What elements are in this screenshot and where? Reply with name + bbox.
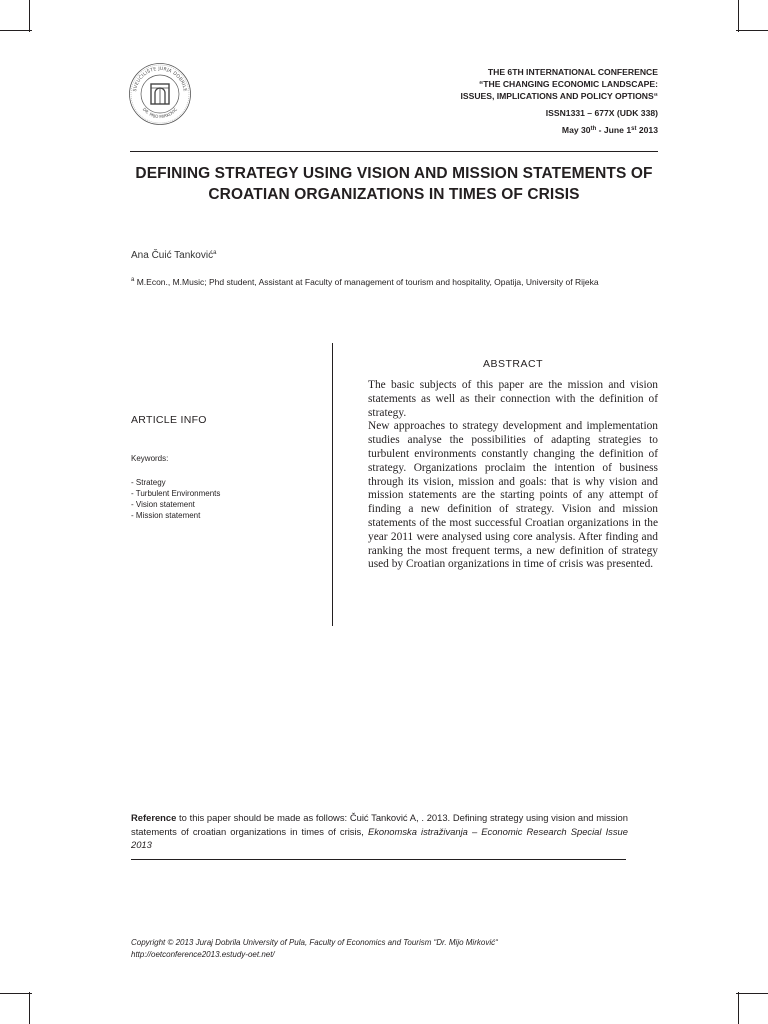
crop-mark <box>0 993 32 994</box>
conference-date: May 30th - June 1st 2013 <box>561 125 658 135</box>
seal-text-top: SVEUČILIŠTE JURJA DOBRILE <box>133 66 187 93</box>
journal-name: Ekonomska istraživanja – Economic Research Special Issue 2013 <box>131 825 628 850</box>
copyright-notice <box>131 937 651 961</box>
keyword-item: - Vision statement <box>131 500 195 509</box>
university-seal-logo <box>128 62 192 126</box>
issn: ISSN1331 – 677X (UDK 338) <box>545 108 658 118</box>
abstract-paragraph: The basic subjects of this paper are the mission and vision statements as well as their connection with the definition of strategy. <box>368 379 658 419</box>
column-divider <box>332 343 333 626</box>
crop-mark <box>738 0 739 32</box>
conference-url[interactable]: http://oetconference2013.estudy-oet.net/ <box>131 950 275 959</box>
crop-mark <box>738 992 739 1024</box>
author-name: Ana Čuić Tanković$^a$ <box>131 250 217 261</box>
copyright-line: Copyright © 2013 Juraj Dobrila University of Pula, Faculty of Economics and Tourism “Dr. Mijo Mirković“ <box>131 938 498 947</box>
abstract-heading: ABSTRACT <box>482 358 543 370</box>
crop-mark <box>736 993 768 994</box>
paper-title: DEFINING STRATEGY USING VISION AND MISSION STATEMENTS OF CROATIAN ORGANIZATIONS IN TIMES OF CRISIS <box>135 165 653 203</box>
author-affiliation: $^a$ M.Econ., M.Music; Phd student, Assistant at Faculty of management of tourism and hospitality, Opatija, University of Rijeka <box>131 277 599 287</box>
header-rule <box>130 151 658 152</box>
keyword-item: - Mission statement <box>131 511 201 520</box>
abstract-body <box>368 379 658 572</box>
keyword-item: - Turbulent Environments <box>131 489 221 498</box>
crop-mark <box>29 0 30 32</box>
crop-mark <box>736 30 768 31</box>
crop-mark <box>29 992 30 1024</box>
conference-title: THE 6TH INTERNATIONAL CONFERENCE <box>487 67 658 77</box>
article-info-heading: ARTICLE INFO <box>131 414 207 426</box>
crop-mark <box>0 30 32 31</box>
keywords-label: Keywords: <box>131 454 169 463</box>
reference-rule <box>131 859 626 860</box>
keyword-list <box>131 477 220 521</box>
seal-text-bottom: DR. MIJO MIRKOVIĆ <box>141 106 179 120</box>
conference-theme-line-1: “THE CHANGING ECONOMIC LANDSCAPE: <box>478 79 658 89</box>
reference-label: Reference <box>131 812 177 823</box>
abstract-paragraph: New approaches to strategy development and implementation studies analyse the possibilities of adapting strategies to turbulent environments constantly changing the definition of strategy. Organizations proclaim the intention of business through its vision, mission and goals: that is why vision and mission statements are the starting points of any attempt of finding a new definition of strategy. Vision and mission statements of the most successful Croatian organizations in the year 2011 were analysed using core analysis. After finding and ranking the most frequent terms, a new definition of strategy used by Croatian organizations in time of crisis was presented. <box>368 420 658 571</box>
conference-header <box>318 66 658 136</box>
conference-theme-line-2: ISSUES, IMPLICATIONS AND POLICY OPTIONS“ <box>460 91 658 101</box>
citation-reference: Reference to this paper should be made as follows: Čuić Tanković A, . 2013. Defining strategy using vision and mission statements of croatian organizations in times of crisis, Ekonomska istraživanja – Economic Research Special Issue 2013 <box>131 812 628 850</box>
keyword-item: - Strategy <box>131 478 166 487</box>
